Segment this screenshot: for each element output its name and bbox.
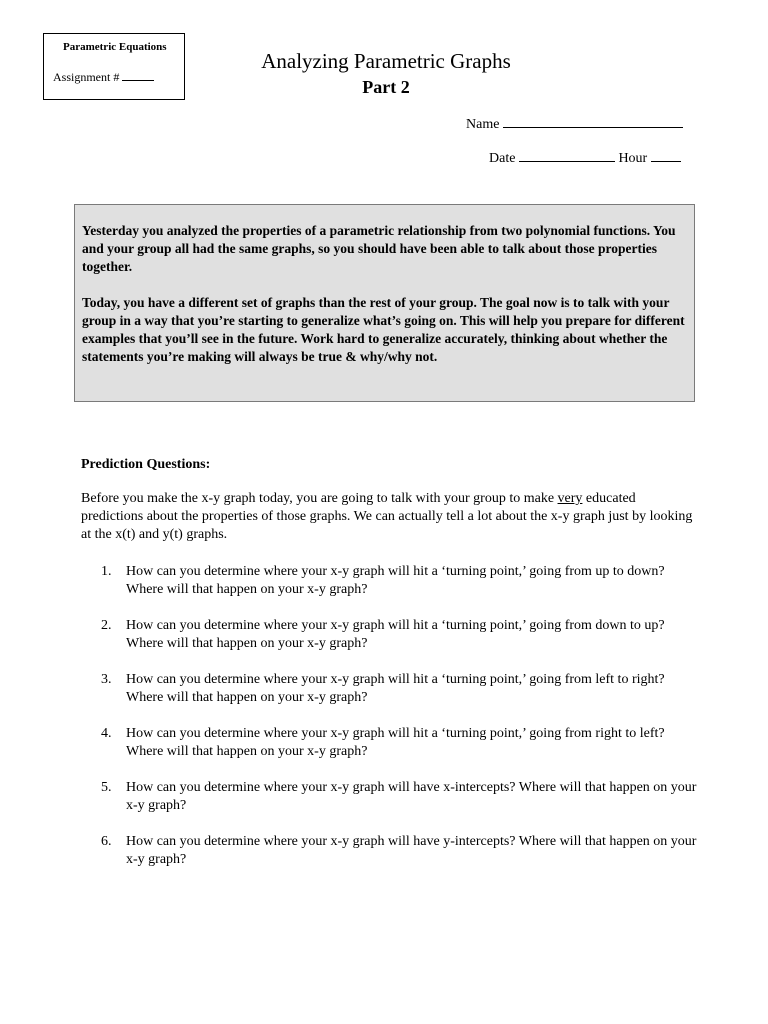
question-text: How can you determine where your x-y graph will hit a ‘turning point,’ going from right to left? Where will that happen on your x-y graph? (126, 726, 665, 759)
question-item (101, 563, 701, 599)
lead-after: educated predictions about the properties of those graphs. We can actually tell a lot about the x-y graph just by looking at the x(t) and y(t) graphs. (81, 491, 693, 542)
question-text: How can you determine where your x-y graph will hit a ‘turning point,’ going from up to down? Where will that happen on your x-y graph? (126, 564, 665, 597)
hour-label: Hour (618, 151, 648, 166)
question-number: 4. (101, 726, 112, 741)
question-number: 2. (101, 618, 112, 633)
page-subtitle: Part 2 (362, 77, 410, 97)
question-number: 6. (101, 834, 112, 849)
date-hour-line (489, 151, 681, 167)
lead-emphasis: very (557, 491, 583, 506)
question-item (101, 833, 701, 869)
lead-before: Before you make the x-y graph today, you are going to talk with your group to make (81, 491, 555, 506)
prediction-heading: Prediction Questions: (81, 457, 211, 472)
question-text: How can you determine where your x-y graph will hit a ‘turning point,’ going from left to right? Where will that happen on your x-y graph? (126, 672, 665, 705)
assignment-label: Assignment # (53, 70, 120, 84)
assignment-line (53, 70, 154, 85)
intro-paragraph-1: Yesterday you analyzed the properties of a parametric relationship from two polynomial functions. You and your group all had the same graphs, so you should have been able to talk about those properties together. (82, 223, 676, 274)
question-number: 1. (101, 564, 112, 579)
assignment-box (43, 33, 185, 100)
name-line (466, 117, 683, 133)
subject-label: Parametric Equations (63, 41, 167, 53)
question-number: 5. (101, 780, 112, 795)
question-list (101, 563, 701, 887)
prediction-lead (81, 490, 701, 544)
date-label: Date (489, 151, 516, 166)
question-text: How can you determine where your x-y graph will have x-intercepts? Where will that happen on your x-y graph? (126, 780, 697, 813)
intro-paragraph-2: Today, you have a different set of graphs than the rest of your group. The goal now is to talk with your group in a way that you’re starting to generalize what’s going on. This will help you prepare for different examples that you’ll see in the future. Work hard to generalize accurately, thinking about whether the statements you’re making will always be true & why/why not. (82, 295, 685, 364)
date-blank (519, 161, 615, 162)
name-blank (503, 127, 683, 128)
name-label: Name (466, 117, 500, 132)
hour-blank (651, 161, 681, 162)
intro-box (74, 204, 695, 402)
question-item (101, 671, 701, 707)
question-item (101, 779, 701, 815)
question-text: How can you determine where your x-y graph will have y-intercepts? Where will that happen on your x-y graph? (126, 834, 697, 867)
question-item (101, 617, 701, 653)
page-title: Analyzing Parametric Graphs (261, 49, 511, 73)
assignment-blank (122, 80, 154, 81)
question-text: How can you determine where your x-y graph will hit a ‘turning point,’ going from down to up? Where will that happen on your x-y graph? (126, 618, 665, 651)
question-number: 3. (101, 672, 112, 687)
question-item (101, 725, 701, 761)
